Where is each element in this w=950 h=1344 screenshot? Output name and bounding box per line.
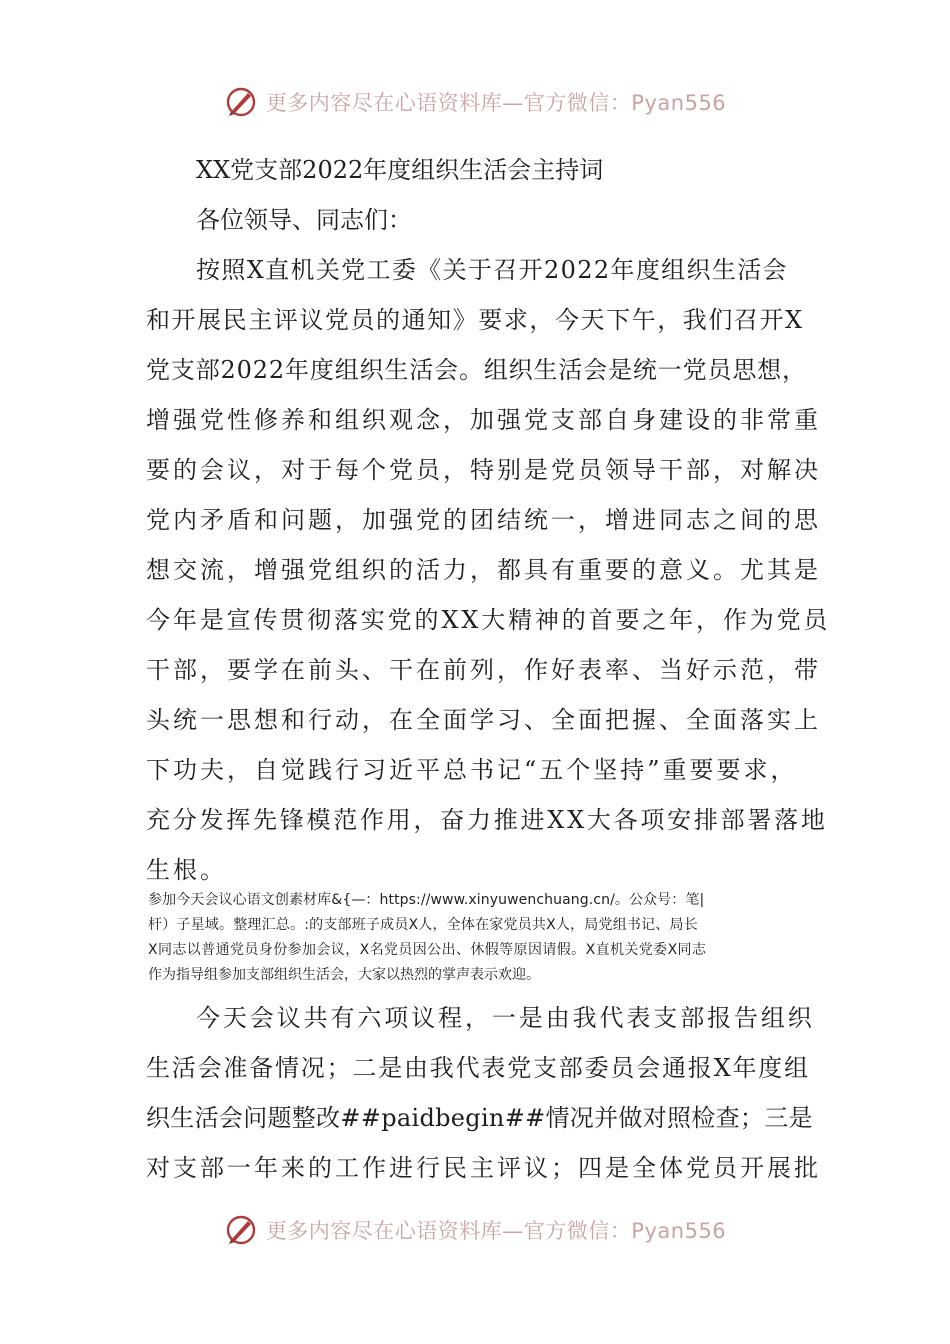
footer-watermark-banner — [0, 1210, 950, 1250]
paragraph-line: 今年是宣传贯彻落实党的XX大精神的首要之年，作为党员 — [146, 606, 831, 634]
paragraph-line: 和开展民主评议党员的通知》要求，今天下午，我们召开X — [146, 306, 804, 334]
paragraph-line: 党支部2022年度组织生活会。组织生活会是统一党员思想， — [146, 356, 807, 384]
header-watermark-banner — [0, 82, 950, 122]
pen-circle-icon — [224, 85, 258, 119]
small-text-line: X同志以普通党员身份参加会议，X名党员因公出、休假等原因请假。X直机关党委X同志 — [148, 942, 707, 958]
watermark-text: 更多内容尽在心语资料库—官方微信：Pyan556 — [265, 1219, 727, 1243]
paragraph-line: 下功夫，自觉践行习近平总书记“五个坚持”重要要求， — [146, 756, 798, 784]
salutation: 各位领导、同志们： — [196, 206, 412, 234]
paragraph-line: 干部，要学在前头、干在前列，作好表率、当好示范，带 — [146, 656, 821, 684]
pen-circle-icon — [224, 1213, 258, 1247]
document-title: XX党支部2022年度组织生活会主持词 — [196, 156, 604, 184]
paragraph-line: 充分发挥先锋模范作用，奋力推进XX大各项安排部署落地 — [146, 806, 828, 834]
paragraph-line: 党内矛盾和问题，加强党的团结统一，增进同志之间的思 — [146, 506, 821, 534]
small-text-line: 作为指导组参加支部组织生活会，大家以热烈的掌声表示欢迎。 — [148, 967, 540, 983]
paragraph-line: 今天会议共有六项议程，一是由我代表支部报告组织 — [196, 1004, 815, 1032]
watermark-text: 更多内容尽在心语资料库—官方微信：Pyan556 — [265, 91, 727, 115]
paragraph-line: 按照X直机关党工委《关于召开2022年度组织生活会 — [196, 256, 788, 284]
paragraph-line: 织生活会问题整改##paidbegin##情况并做对照检查；三是 — [146, 1104, 813, 1132]
paragraph-line: 生活会准备情况；二是由我代表党支部委员会通报X年度组 — [146, 1054, 810, 1082]
small-text-line: 杆）子星域。整理汇总。:的支部班子成员X人，全体在家党员共X人，局党组书记、局长 — [148, 917, 698, 933]
paragraph-line: 要的会议，对于每个党员，特别是党员领导干部，对解决 — [146, 456, 821, 484]
paragraph-line: 头统一思想和行动，在全面学习、全面把握、全面落实上 — [146, 706, 821, 734]
paragraph-line: 想交流，增强党组织的活力，都具有重要的意义。尤其是 — [146, 556, 821, 584]
paragraph-line: 生根。 — [146, 856, 227, 884]
paragraph-line: 对支部一年来的工作进行民主评议；四是全体党员开展批 — [146, 1154, 821, 1182]
paragraph-line: 增强党性修养和组织观念，加强党支部自身建设的非常重 — [146, 406, 821, 434]
small-text-line: 参加今天会议心语文创素材库&{—：https://www.xinyuwenchuang.cn/。公众号：笔| — [148, 892, 705, 908]
